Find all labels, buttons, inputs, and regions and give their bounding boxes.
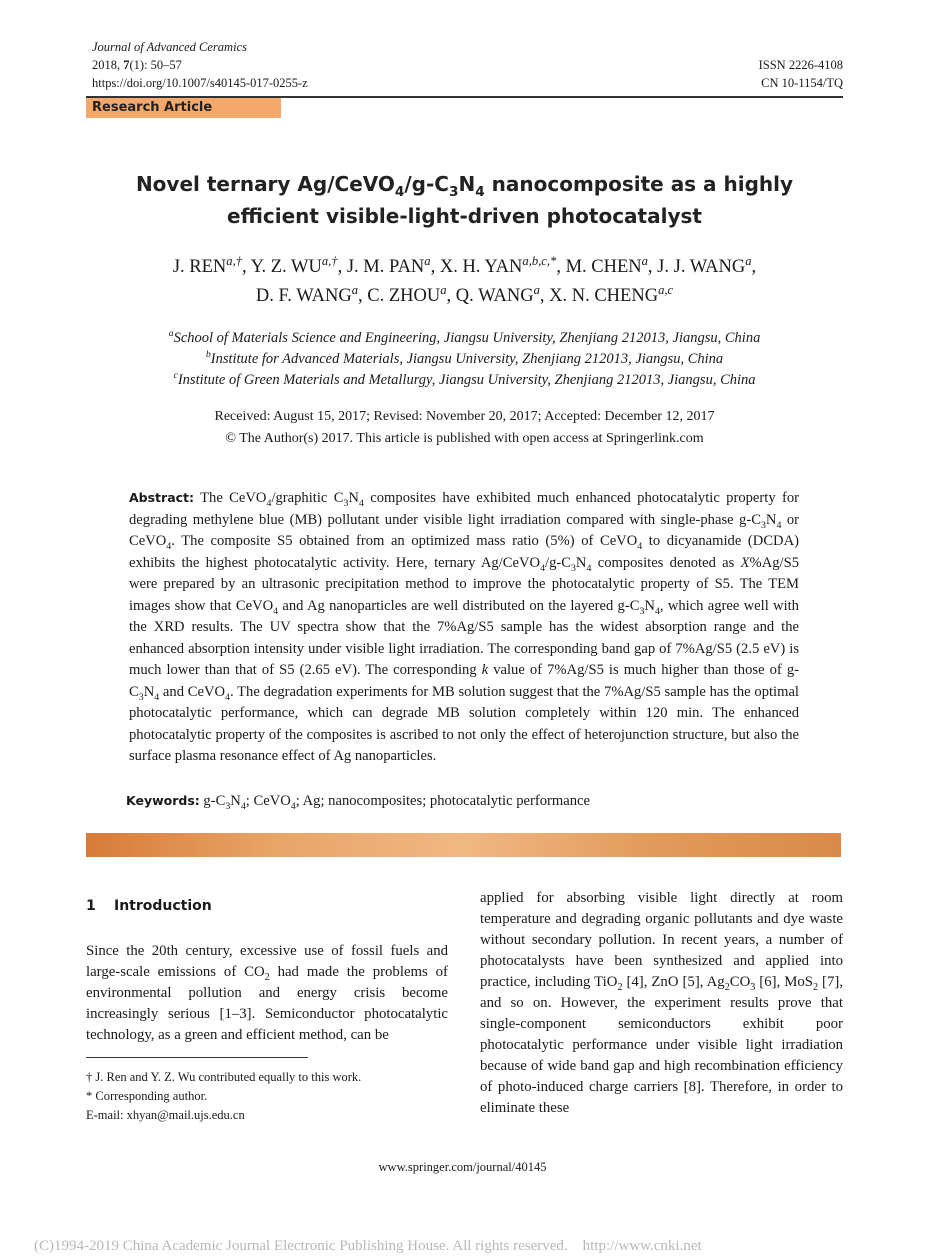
keywords: Keywords: $g-C_3N_4$; CeVO$_4$; Ag; nanocomposites; photocatalytic performance bbox=[126, 793, 590, 812]
intro-left-column: Since the 20th century, excessive use of fossil fuels and large-scale emissions of $CO_2$ had made the problems of environmental pollution and energy crisis become increasingly serious [1–3]. Semiconductor photocatalytic technology, as a green and efficient method, can be bbox=[86, 943, 448, 1043]
decorative-banner bbox=[86, 833, 841, 857]
abstract: Abstract: The CeVO$_4$/graphitic $C_3N_4$ composites have exhibited much enhanced photocatalytic property for degrading methylene blue (MB) pollutant under visible light irradiation compared with single-phase $g-C_3N_4$ or CeVO$_4$. The composite S5 obtained from an optimized mass ratio (5%) of CeVO$_4$ to dicyanamide (DCDA) exhibits the highest photocatalytic activity. Here, ternary $Ag/CeVO_4/g-C_3N_4$ composites denoted as X%Ag/S5 were prepared by an ultrasonic precipitation method to improve the photocatalytic property of S5. The TEM images show that CeVO$_4$ and Ag nanoparticles are well distributed on the layered $g-C_3N_4$, which agree well with the XRD results. The UV spectra show that the 7%Ag/S5 sample has the widest absorption range and the enhanced absorption intensity under visible light irradiation. The corresponding band gap of 7%Ag/S5 (2.5 eV) is much lower than that of S5 (2.65 eV). The corresponding k value of 7%Ag/S5 is much higher than those of $g-C_3N_4$ and CeVO$_4$. The degradation experiments for MB solution suggest that the 7%Ag/S5 sample has the optimal photocatalytic performance, which can degrade MB solution completely within 120 min. The enhanced photocatalytic property of the composites is ascribed to not only the effect of heterojunction structure, but also the surface plasma resonance effect of Ag nanoparticles. bbox=[129, 490, 799, 764]
intro-right-column: applied for absorbing visible light directly at room temperature and degrading organic pollutants and dye waste without secondary pollution. In recent years, a number of photocatalysts have been synthesized and applied into practice, including TiO$_2$ [4], ZnO [5], $Ag_2CO_3$ [6], MoS$_2$ [7], and so on. However, the experiment results prove that single-component semiconductors exhibit poor photocatalytic performance under visible light irradiation because of wide band gap and high recombination efficiency of photo-induced charge carriers [8]. Therefore, in order to eliminate these bbox=[480, 890, 844, 1116]
footnote-rule bbox=[86, 1057, 308, 1058]
article-dates bbox=[86, 406, 843, 450]
footnote-equal-contribution: † J. Ren and Y. Z. Wu contributed equally to this work. bbox=[86, 1070, 362, 1084]
issn: ISSN 2226-4108 bbox=[758, 58, 843, 72]
footer-journal-url[interactable]: www.springer.com/journal/40145 bbox=[378, 1160, 547, 1174]
doi-link[interactable]: https://doi.org/10.1007/s40145-017-0255-z bbox=[92, 76, 308, 90]
affiliations bbox=[86, 328, 843, 391]
cnki-watermark: (C)1994-2019 China Academic Journal Electronic Publishing House. All rights reserved. http://www.cnki.net bbox=[34, 1238, 702, 1254]
abstract-label: Abstract: bbox=[129, 490, 195, 505]
section-heading: 1 Introduction bbox=[86, 898, 212, 914]
license-note: © The Author(s) 2017. This article is published with open access at Springerlink.com bbox=[225, 431, 704, 446]
article-type-badge: Research Article bbox=[86, 98, 281, 118]
paper-title: Novel ternary $Ag/CeVO_4/g-C_3N_4$ nanocomposite as a highly efficient visible-light-driven photocatalyst bbox=[135, 172, 794, 228]
affiliation-c: $^c$Institute of Green Materials and Metallurgy, Jiangsu University, Zhenjiang 212013, Jiangsu, China bbox=[173, 370, 756, 388]
footnotes bbox=[86, 1068, 361, 1125]
footnote-corresponding: * Corresponding author. bbox=[86, 1089, 208, 1103]
cn-number: CN 10-1154/TQ bbox=[761, 76, 843, 90]
author-list: J. $REN^{a,\dagger}$, Y. Z. $WU^{a,\dagger}$, J. M. PAN$^a$, X. H. $YAN^{a,b,c,*}$, M. CHEN$^a$, J. J. WANG$^a$, D. F. WANG$^a$, C. ZHOU$^a$, Q. WANG$^a$, X. N. CHENG$^{a,c}$ bbox=[172, 253, 757, 306]
keywords-label: Keywords: bbox=[126, 793, 200, 808]
affiliation-a: $^a$School of Materials Science and Engineering, Jiangsu University, Zhenjiang 212013, Jiangsu, China bbox=[168, 328, 761, 346]
footnote-email[interactable]: E-mail: xhyan@mail.ujs.edu.cn bbox=[86, 1108, 245, 1122]
received-dates: Received: August 15, 2017; Revised: November 20, 2017; Accepted: December 12, 2017 bbox=[214, 409, 715, 424]
journal-name: Journal of Advanced Ceramics bbox=[92, 40, 247, 54]
affiliation-b: $^b$Institute for Advanced Materials, Jiangsu University, Zhenjiang 212013, Jiangsu, China bbox=[205, 349, 724, 367]
volume-issue: 2018, 7(1): 50–57 bbox=[92, 58, 182, 72]
